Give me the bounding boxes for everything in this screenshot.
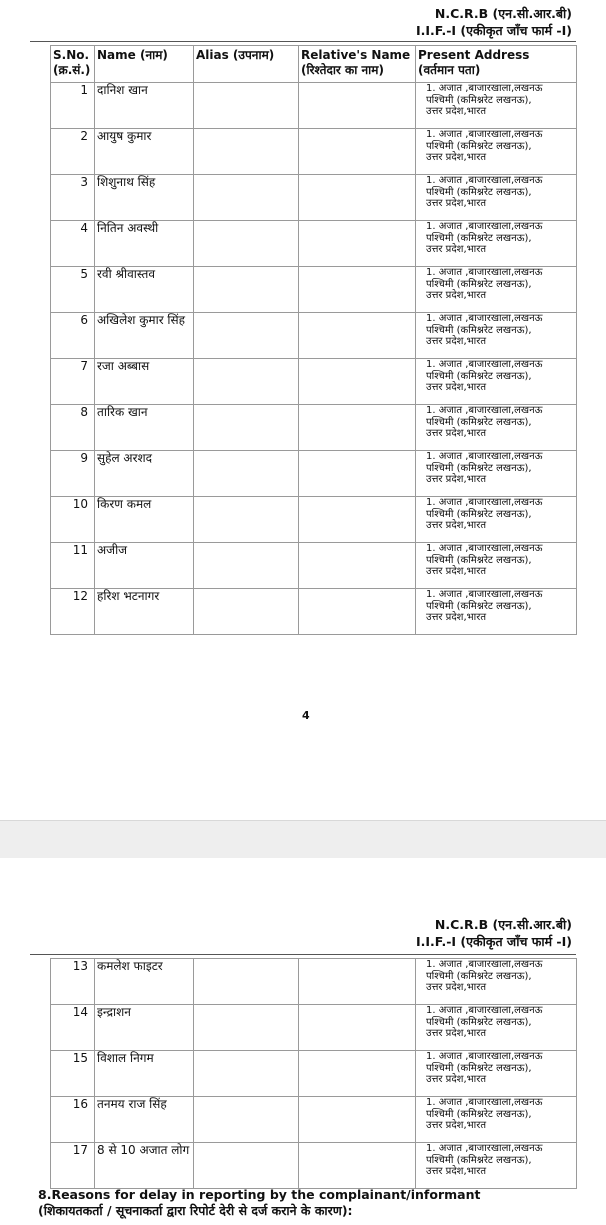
present-address: 1. अजात ,बाजारखाला,लखनऊ पश्चिमी (कमिश्नरेट लखनऊ), उत्तर प्रदेश,भारत bbox=[416, 959, 577, 1005]
serial-number: 8 bbox=[51, 405, 95, 451]
header-ncrb: N.C.R.B (एन.सी.आर.बी) bbox=[434, 6, 572, 21]
alias-cell bbox=[194, 451, 299, 497]
table-row bbox=[51, 451, 577, 497]
serial-number: 15 bbox=[51, 1051, 95, 1097]
relative-name-cell bbox=[299, 959, 416, 1005]
page-header bbox=[416, 5, 572, 39]
serial-number: 2 bbox=[51, 129, 95, 175]
accused-name: अजीज bbox=[95, 543, 194, 589]
table-row bbox=[51, 359, 577, 405]
table-row bbox=[51, 221, 577, 267]
header-iif: I.I.F.-I (एकीकृत जाँच फार्म -I) bbox=[415, 23, 572, 38]
relative-name-cell bbox=[299, 1005, 416, 1051]
table-row bbox=[51, 175, 577, 221]
alias-cell bbox=[194, 1005, 299, 1051]
present-address: 1. अजात ,बाजारखाला,लखनऊ पश्चिमी (कमिश्नरेट लखनऊ), उत्तर प्रदेश,भारत bbox=[416, 359, 577, 405]
table-row bbox=[51, 129, 577, 175]
present-address: 1. अजात ,बाजारखाला,लखनऊ पश्चिमी (कमिश्नरेट लखनऊ), उत्तर प्रदेश,भारत bbox=[416, 1097, 577, 1143]
accused-name: रजा अब्बास bbox=[95, 359, 194, 405]
alias-cell bbox=[194, 1097, 299, 1143]
present-address: 1. अजात ,बाजारखाला,लखनऊ पश्चिमी (कमिश्नरेट लखनऊ), उत्तर प्रदेश,भारत bbox=[416, 1051, 577, 1097]
relative-name-cell bbox=[299, 1143, 416, 1189]
alias-cell bbox=[194, 359, 299, 405]
accused-name: तारिक खान bbox=[95, 405, 194, 451]
present-address: 1. अजात ,बाजारखाला,लखनऊ पश्चिमी (कमिश्नरेट लखनऊ), उत्तर प्रदेश,भारत bbox=[416, 1143, 577, 1189]
relative-name-cell bbox=[299, 359, 416, 405]
table-row bbox=[51, 405, 577, 451]
alias-cell bbox=[194, 543, 299, 589]
table-row bbox=[51, 1143, 577, 1189]
accused-name: कमलेश फाइटर bbox=[95, 959, 194, 1005]
accused-name: किरण कमल bbox=[95, 497, 194, 543]
table-row bbox=[51, 83, 577, 129]
table-header-row bbox=[51, 46, 577, 83]
relative-name-cell bbox=[299, 175, 416, 221]
present-address: 1. अजात ,बाजारखाला,लखनऊ पश्चिमी (कमिश्नरेट लखनऊ), उत्तर प्रदेश,भारत bbox=[416, 543, 577, 589]
section-8-title: 8.Reasons for delay in reporting by the complainant/informant bbox=[38, 1187, 481, 1202]
serial-number: 14 bbox=[51, 1005, 95, 1051]
relative-name-cell bbox=[299, 221, 416, 267]
page-5 bbox=[0, 858, 606, 1225]
serial-number: 17 bbox=[51, 1143, 95, 1189]
table-body bbox=[51, 83, 577, 635]
section-8-reasons bbox=[38, 1187, 480, 1219]
col-name: Name (नाम) bbox=[95, 46, 194, 83]
relative-name-cell bbox=[299, 451, 416, 497]
header-iif: I.I.F.-I (एकीकृत जाँच फार्म -I) bbox=[415, 934, 572, 949]
serial-number: 13 bbox=[51, 959, 95, 1005]
accused-table bbox=[50, 45, 577, 635]
alias-cell bbox=[194, 497, 299, 543]
present-address: 1. अजात ,बाजारखाला,लखनऊ पश्चिमी (कमिश्नरेट लखनऊ), उत्तर प्रदेश,भारत bbox=[416, 497, 577, 543]
alias-cell bbox=[194, 83, 299, 129]
accused-name: नितिन अवस्थी bbox=[95, 221, 194, 267]
relative-name-cell bbox=[299, 1097, 416, 1143]
relative-name-cell bbox=[299, 267, 416, 313]
table-row bbox=[51, 1051, 577, 1097]
alias-cell bbox=[194, 221, 299, 267]
alias-cell bbox=[194, 1143, 299, 1189]
accused-name: दानिश खान bbox=[95, 83, 194, 129]
table-row bbox=[51, 959, 577, 1005]
serial-number: 11 bbox=[51, 543, 95, 589]
alias-cell bbox=[194, 313, 299, 359]
col-alias: Alias (उपनाम) bbox=[194, 46, 299, 83]
page-separator bbox=[0, 820, 606, 860]
accused-name: 8 से 10 अजात लोग bbox=[95, 1143, 194, 1189]
alias-cell bbox=[194, 267, 299, 313]
serial-number: 7 bbox=[51, 359, 95, 405]
col-sno: S.No. (क्र.सं.) bbox=[51, 46, 95, 83]
accused-name: विशाल निगम bbox=[95, 1051, 194, 1097]
present-address: 1. अजात ,बाजारखाला,लखनऊ पश्चिमी (कमिश्नरेट लखनऊ), उत्तर प्रदेश,भारत bbox=[416, 267, 577, 313]
alias-cell bbox=[194, 175, 299, 221]
table-row bbox=[51, 589, 577, 635]
col-relative-name: Relative's Name (रिश्तेदार का नाम) bbox=[299, 46, 416, 83]
page-header bbox=[416, 916, 572, 950]
table-row bbox=[51, 543, 577, 589]
serial-number: 4 bbox=[51, 221, 95, 267]
accused-name: सुहेल अरशद bbox=[95, 451, 194, 497]
accused-name: शिशुनाथ सिंह bbox=[95, 175, 194, 221]
present-address: 1. अजात ,बाजारखाला,लखनऊ पश्चिमी (कमिश्नरेट लखनऊ), उत्तर प्रदेश,भारत bbox=[416, 83, 577, 129]
relative-name-cell bbox=[299, 313, 416, 359]
serial-number: 5 bbox=[51, 267, 95, 313]
serial-number: 12 bbox=[51, 589, 95, 635]
relative-name-cell bbox=[299, 543, 416, 589]
accused-name: अखिलेश कुमार सिंह bbox=[95, 313, 194, 359]
table-row bbox=[51, 1097, 577, 1143]
relative-name-cell bbox=[299, 589, 416, 635]
accused-table-continued bbox=[50, 958, 577, 1189]
serial-number: 1 bbox=[51, 83, 95, 129]
accused-name: रवी श्रीवास्तव bbox=[95, 267, 194, 313]
table-row bbox=[51, 267, 577, 313]
present-address: 1. अजात ,बाजारखाला,लखनऊ पश्चिमी (कमिश्नरेट लखनऊ), उत्तर प्रदेश,भारत bbox=[416, 405, 577, 451]
serial-number: 3 bbox=[51, 175, 95, 221]
header-ncrb: N.C.R.B (एन.सी.आर.बी) bbox=[434, 917, 572, 932]
relative-name-cell bbox=[299, 129, 416, 175]
col-present-address: Present Address (वर्तमान पता) bbox=[416, 46, 577, 83]
table-row bbox=[51, 313, 577, 359]
accused-name: आयुष कुमार bbox=[95, 129, 194, 175]
alias-cell bbox=[194, 129, 299, 175]
page-number: 4 bbox=[302, 709, 310, 722]
header-rule bbox=[30, 41, 576, 42]
present-address: 1. अजात ,बाजारखाला,लखनऊ पश्चिमी (कमिश्नरेट लखनऊ), उत्तर प्रदेश,भारत bbox=[416, 589, 577, 635]
relative-name-cell bbox=[299, 405, 416, 451]
table-body bbox=[51, 959, 577, 1189]
alias-cell bbox=[194, 589, 299, 635]
alias-cell bbox=[194, 405, 299, 451]
relative-name-cell bbox=[299, 1051, 416, 1097]
accused-name: इन्द्राशन bbox=[95, 1005, 194, 1051]
serial-number: 10 bbox=[51, 497, 95, 543]
accused-name: तनमय राज सिंह bbox=[95, 1097, 194, 1143]
present-address: 1. अजात ,बाजारखाला,लखनऊ पश्चिमी (कमिश्नरेट लखनऊ), उत्तर प्रदेश,भारत bbox=[416, 129, 577, 175]
relative-name-cell bbox=[299, 83, 416, 129]
present-address: 1. अजात ,बाजारखाला,लखनऊ पश्चिमी (कमिश्नरेट लखनऊ), उत्तर प्रदेश,भारत bbox=[416, 221, 577, 267]
alias-cell bbox=[194, 1051, 299, 1097]
table-row bbox=[51, 1005, 577, 1051]
present-address: 1. अजात ,बाजारखाला,लखनऊ पश्चिमी (कमिश्नरेट लखनऊ), उत्तर प्रदेश,भारत bbox=[416, 1005, 577, 1051]
present-address: 1. अजात ,बाजारखाला,लखनऊ पश्चिमी (कमिश्नरेट लखनऊ), उत्तर प्रदेश,भारत bbox=[416, 175, 577, 221]
header-rule bbox=[30, 954, 576, 955]
table-row bbox=[51, 497, 577, 543]
serial-number: 6 bbox=[51, 313, 95, 359]
accused-name: हरिश भटनागर bbox=[95, 589, 194, 635]
section-8-subtitle: (शिकायतकर्ता / सूचनाकर्ता द्वारा रिपोर्ट देरी से दर्ज कराने के कारण): bbox=[38, 1203, 353, 1218]
alias-cell bbox=[194, 959, 299, 1005]
serial-number: 9 bbox=[51, 451, 95, 497]
present-address: 1. अजात ,बाजारखाला,लखनऊ पश्चिमी (कमिश्नरेट लखनऊ), उत्तर प्रदेश,भारत bbox=[416, 451, 577, 497]
present-address: 1. अजात ,बाजारखाला,लखनऊ पश्चिमी (कमिश्नरेट लखनऊ), उत्तर प्रदेश,भारत bbox=[416, 313, 577, 359]
serial-number: 16 bbox=[51, 1097, 95, 1143]
relative-name-cell bbox=[299, 497, 416, 543]
